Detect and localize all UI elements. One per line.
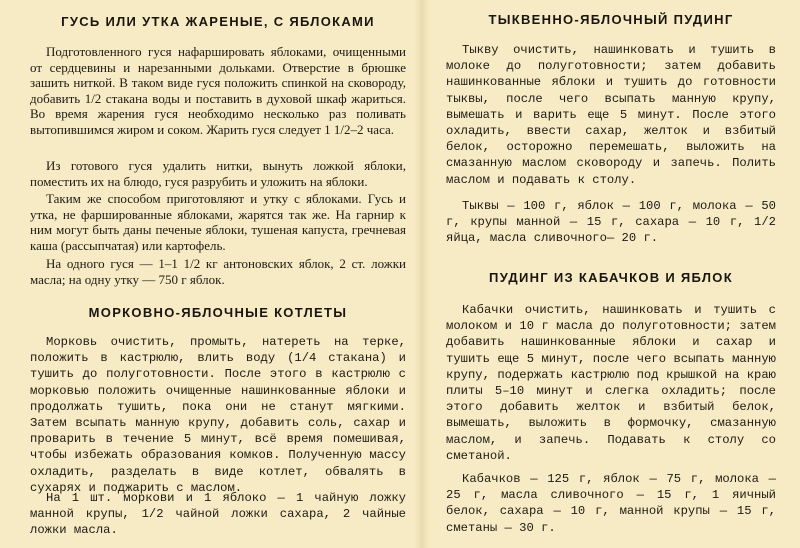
page-gutter [414,0,430,548]
recipe-title: ГУСЬ ИЛИ УТКА ЖАРЕНЫЕ, С ЯБЛОКАМИ [61,14,375,29]
recipe-title: ТЫКВЕННО-ЯБЛОЧНЫЙ ПУДИНГ [488,12,734,27]
recipe-text: Морковь очистить, промыть, натереть на терке, положить в кастрюлю, влить воду (1/4 стакана) и тушить до полуготовности. После этого в кастрюлю с морковью положить очищенные нашинкованные яблоки и продолжать тушить, пока они не станут мягкими. Затем всыпать манную крупу, добавить соль, сахар и проварить в течение 5 минут, всё время помешивая, чтобы избежать образования комков. Полученную массу охладить, разделать в виде котлет, обвалять в сухарях и поджарить с маслом. [30,335,406,495]
recipe-text: На одного гуся — 1–1 1/2 кг антоновских яблок, 2 ст. ложки масла; на одну утку — 750 г яблок. [30,256,406,287]
recipe-text: Таким же способом приготовляют и утку с яблоками. Гусь и утка, не фаршированные яблоками, жарятся так же. На гарнир к ним могут быть даны печеные яблоки, тушеная капуста, гречневая каша (рассыпчатая) или картофель. [30,191,406,253]
recipe-title: ПУДИНГ ИЗ КАБАЧКОВ И ЯБЛОК [489,270,733,285]
recipe-text: Тыкву очистить, нашинковать и тушить в молоке до полуготовности; затем добавить нашинкованные яблоки и тушить до готовности тыквы, после чего всыпать манную крупу, вымешать и варить еще 5 минут. После этого охладить, ввести сахар, желток и взбитый белок, осторожно перемешать, выложить на смазанную маслом сковороду и запечь. Полить маслом и подавать к столу. [446,43,776,187]
recipe-text: Кабачков — 125 г, яблок — 75 г, молока — 25 г, масла сливочного — 15 г, 1 яичный белок, сахара — 10 г, манной крупы — 15 г, сметаны — 30 г. [446,472,776,535]
recipe-text: Тыквы — 100 г, яблок — 100 г, молока — 50 г, крупы манной — 15 г, сахара — 10 г, 1/2 яйца, масла сливочного— 20 г. [446,199,776,246]
recipe-text: Кабачки очистить, нашинковать и тушить с молоком и 10 г масла до полуготовности; затем добавить нашинкованные яблоки и сахар и тушить еще 5 минут, после чего всыпать манную крупу, подержать кастрюлю под крышкой на краю плиты 5–10 минут и слегка охладить; после этого добавить желток и взбитый белок, вымешать, выложить в формочку, смазанную маслом, и запечь. Подавать к столу со сметаной. [446,303,776,463]
recipe-text: Подготовленного гуся нафаршировать яблоками, очищенными от сердцевины и нарезанными дольками. Отверстие в брюшке зашить ниткой. В таком виде гуся положить спинкой на сковороду, добавить 1/2 стакана воды и поставить в духовой шкаф жариться. Во время жарения гуся необходимо несколько раз поливать вытопившимся жиром и соком. Жарить гуся следует 1 1/2–2 часа. [30,44,406,137]
recipe-title: МОРКОВНО-ЯБЛОЧНЫЕ КОТЛЕТЫ [88,305,348,320]
recipe-text: Из готового гуся удалить нитки, вынуть ложкой яблоки, поместить их на блюдо, гуся разрубить и уложить на яблоки. [30,158,406,189]
recipe-text: На 1 шт. моркови и 1 яблоко — 1 чайную ложку манной крупы, 1/2 чайной ложки сахара, 2 чайные ложки масла. [30,491,406,538]
